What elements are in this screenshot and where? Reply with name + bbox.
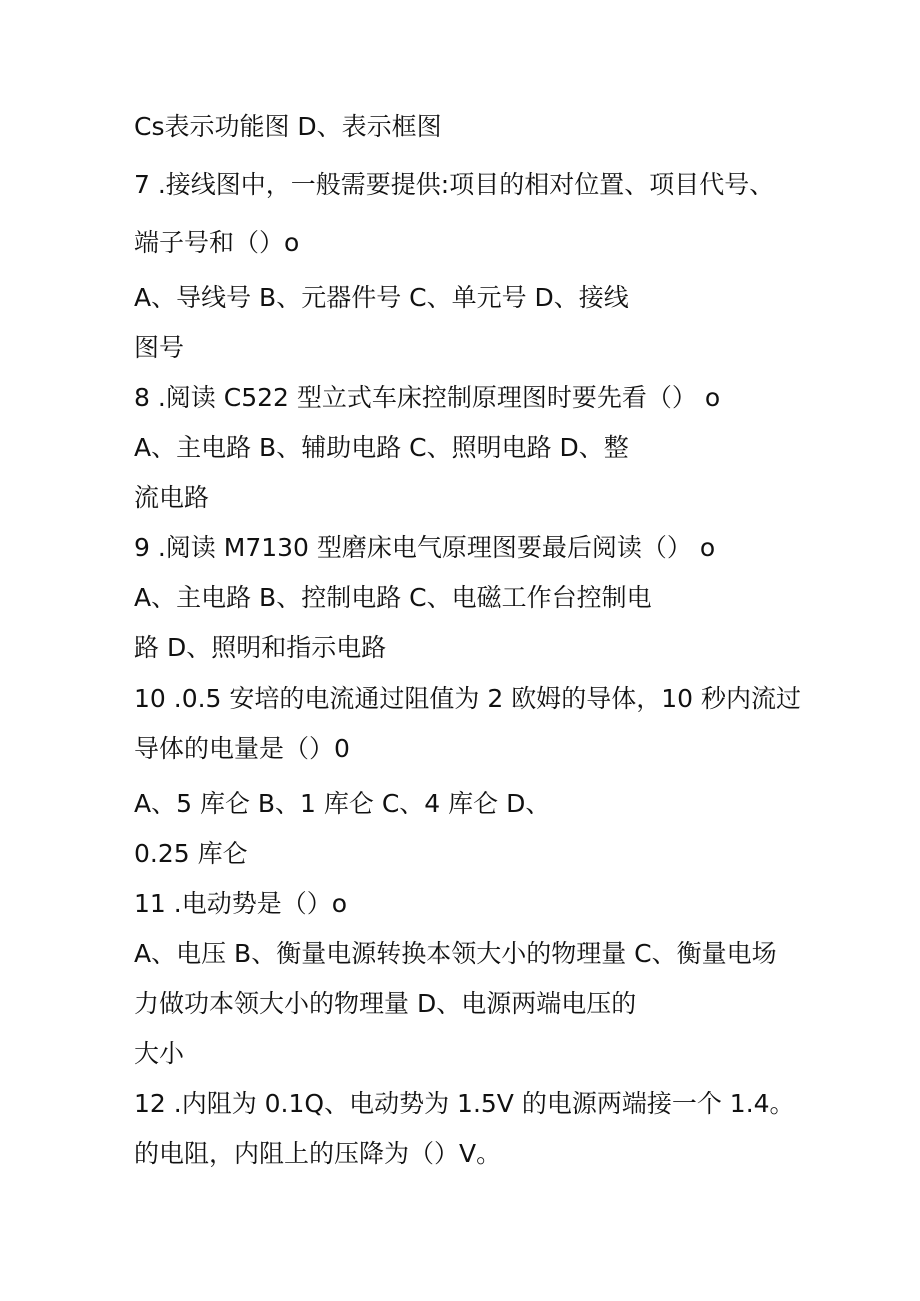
text-line: 图号 xyxy=(134,333,185,362)
options-line: A、主电路 B、控制电路 C、电磁工作台控制电 xyxy=(134,583,652,612)
question-12-line: 12 .内阻为 0.1Q、电动势为 1.5V 的电源两端接一个 1.4。 xyxy=(134,1089,795,1118)
question-11-line: 11 .电动势是（）o xyxy=(134,889,348,918)
text-line: 的电阻，内阻上的压降为（）V。 xyxy=(134,1139,502,1168)
text-line: 大小 xyxy=(134,1039,185,1068)
text-line: 导体的电量是（）0 xyxy=(134,734,350,763)
options-line: A、电压 B、衡量电源转换本领大小的物理量 C、衡量电场 xyxy=(134,939,777,968)
options-line: A、5 库仑 B、1 库仑 C、4 库仑 D、 xyxy=(134,789,551,818)
text-line: 力做功本领大小的物理量 D、电源两端电压的 xyxy=(134,989,637,1018)
text-line: 路 D、照明和指示电路 xyxy=(134,633,387,662)
question-9-line: 9 .阅读 M7130 型磨床电气原理图要最后阅读（） o xyxy=(134,533,716,562)
text-line: 0.25 库仑 xyxy=(134,839,248,868)
text-line: Cs表示功能图 D、表示框图 xyxy=(134,112,442,141)
question-10-line: 10 .0.5 安培的电流通过阻值为 2 欧姆的导体，10 秒内流过 xyxy=(134,684,801,713)
text-line: 流电路 xyxy=(134,483,210,512)
question-8-line: 8 .阅读 C522 型立式车床控制原理图时要先看（） o xyxy=(134,383,721,412)
options-line: A、导线号 B、元器件号 C、单元号 D、接线 xyxy=(134,283,629,312)
question-7-line: 7 .接线图中，一般需要提供:项目的相对位置、项目代号、 xyxy=(134,170,775,199)
options-line: A、主电路 B、辅助电路 C、照明电路 D、整 xyxy=(134,433,629,462)
text-line: 端子号和（）o xyxy=(134,228,300,257)
